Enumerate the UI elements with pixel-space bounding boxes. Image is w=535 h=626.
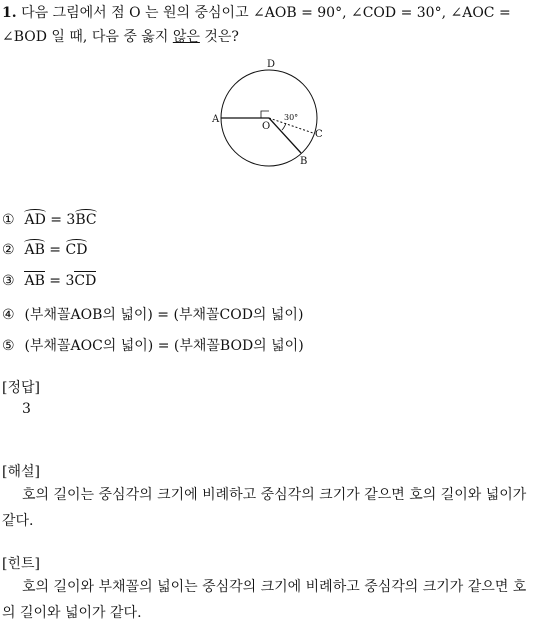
option-1-marker: ① xyxy=(2,212,15,228)
option-2 xyxy=(2,242,87,258)
option-3-segment-left: AB xyxy=(24,273,45,289)
angle-arc xyxy=(282,123,286,130)
label-O: O xyxy=(262,121,271,132)
option-4 xyxy=(2,304,303,324)
angle-label: 30° xyxy=(284,113,299,122)
option-5-marker: ⑤ xyxy=(2,338,15,354)
option-2-marker: ② xyxy=(2,242,15,258)
option-3-marker: ③ xyxy=(2,273,15,289)
option-3 xyxy=(2,273,96,289)
option-3-mid: = 3 xyxy=(44,273,75,289)
question-line-2 xyxy=(2,26,239,46)
option-5-text: (부채꼴AOC의 넓이) = (부채꼴BOD의 넓이) xyxy=(24,338,304,354)
question-underlined-word: 않은 xyxy=(172,29,200,45)
circle-figure xyxy=(200,56,340,171)
hint-label: [힌트] xyxy=(2,556,40,572)
option-1-arc-left: AD xyxy=(24,212,46,228)
question-text-2-suffix: 것은? xyxy=(199,29,239,45)
label-B: B xyxy=(300,156,308,167)
explanation-text: 호의 길이는 중심각의 크기에 비례하고 중심각의 크기가 같으면 호의 길이와 넓이가 같다. xyxy=(2,487,527,529)
label-D: D xyxy=(267,59,276,70)
question-number: 1. xyxy=(2,5,17,21)
option-2-mid: = xyxy=(44,242,66,258)
answer-value: 3 xyxy=(22,401,31,417)
label-A: A xyxy=(212,114,220,125)
option-1-mid: = 3 xyxy=(45,212,76,228)
option-1-arc-right: BC xyxy=(75,212,97,228)
option-5 xyxy=(2,335,304,355)
option-4-text: (부채꼴AOB의 넓이) = (부채꼴COD의 넓이) xyxy=(24,307,304,323)
option-2-arc-left: AB xyxy=(24,242,45,258)
right-angle-mark xyxy=(261,111,269,118)
option-3-segment-right: CD xyxy=(74,273,97,289)
question-text-1: 다음 그림에서 점 O 는 원의 중심이고 ∠AOB = 90°, ∠COD = 30°, ∠AOC = xyxy=(21,5,511,21)
answer-label: [정답] xyxy=(2,380,40,396)
option-1 xyxy=(2,212,97,228)
question-text-2: ∠BOD 일 때, 다음 중 옳지 xyxy=(2,29,173,45)
option-2-arc-right: CD xyxy=(65,242,88,258)
option-4-marker: ④ xyxy=(2,307,15,323)
hint-text: 호의 길이와 부채꼴의 넓이는 중심각의 크기에 비례하고 중심각의 크기가 같으면 호의 길이와 넓이가 같다. xyxy=(2,579,527,621)
label-C: C xyxy=(315,129,323,140)
explanation-label: [해설] xyxy=(2,464,40,480)
question-line-1 xyxy=(2,2,511,22)
